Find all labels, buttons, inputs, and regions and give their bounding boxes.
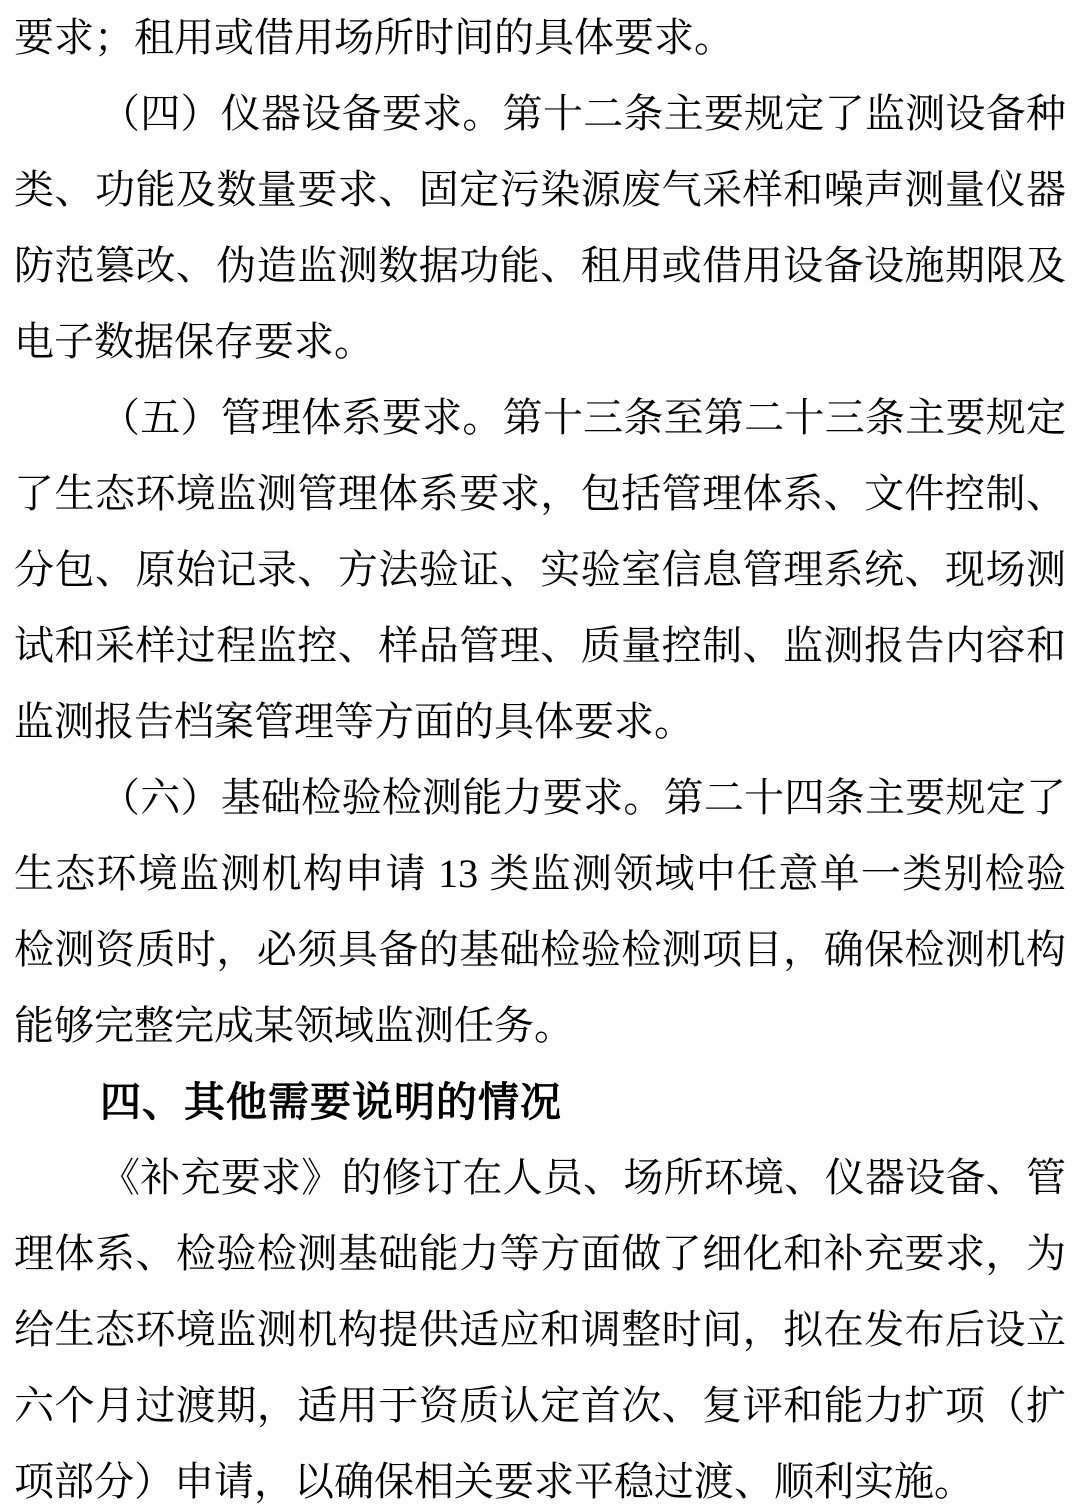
text-line: （六）基础检验检测能力要求。第二十四条主要规定了 <box>100 775 1066 820</box>
text-line: 能够完整完成某领域监测任务。 <box>14 1003 574 1048</box>
text-line: 要求；租用或借用场所时间的具体要求。 <box>14 15 734 60</box>
text-line: 给生态环境监测机构提供适应和调整时间，拟在发布后设立 <box>14 1307 1066 1352</box>
text-line: 检测资质时，必须具备的基础检验检测项目，确保检测机构 <box>14 927 1066 972</box>
text-line: 六个月过渡期，适用于资质认定首次、复评和能力扩项（扩 <box>14 1383 1066 1428</box>
text-line: 试和采样过程监控、样品管理、质量控制、监测报告内容和 <box>14 623 1066 668</box>
text-line: 理体系、检验检测基础能力等方面做了细化和补充要求，为 <box>14 1231 1066 1276</box>
text-line: 监测报告档案管理等方面的具体要求。 <box>14 699 694 744</box>
text-line: 类、功能及数量要求、固定污染源废气采样和噪声测量仪器 <box>14 167 1066 212</box>
text-line: （五）管理体系要求。第十三条至第二十三条主要规定 <box>100 395 1066 440</box>
text-line: 电子数据保存要求。 <box>14 319 374 364</box>
text-line: 防范篡改、伪造监测数据功能、租用或借用设备设施期限及 <box>14 243 1066 288</box>
text-line: 生态环境监测机构申请 13 类监测领域中任意单一类别检验 <box>14 851 1066 896</box>
text-line: 项部分）申请，以确保相关要求平稳过渡、顺利实施。 <box>14 1459 974 1504</box>
text-line: 了生态环境监测管理体系要求，包括管理体系、文件控制、 <box>14 471 1066 516</box>
text-line: 《补充要求》的修订在人员、场所环境、仪器设备、管 <box>100 1155 1066 1200</box>
section-heading: 四、其他需要说明的情况 <box>100 1079 562 1125</box>
document-text-block <box>14 0 1066 1504</box>
text-line: （四）仪器设备要求。第十二条主要规定了监测设备种 <box>100 91 1066 136</box>
text-line: 分包、原始记录、方法验证、实验室信息管理系统、现场测 <box>14 547 1066 592</box>
